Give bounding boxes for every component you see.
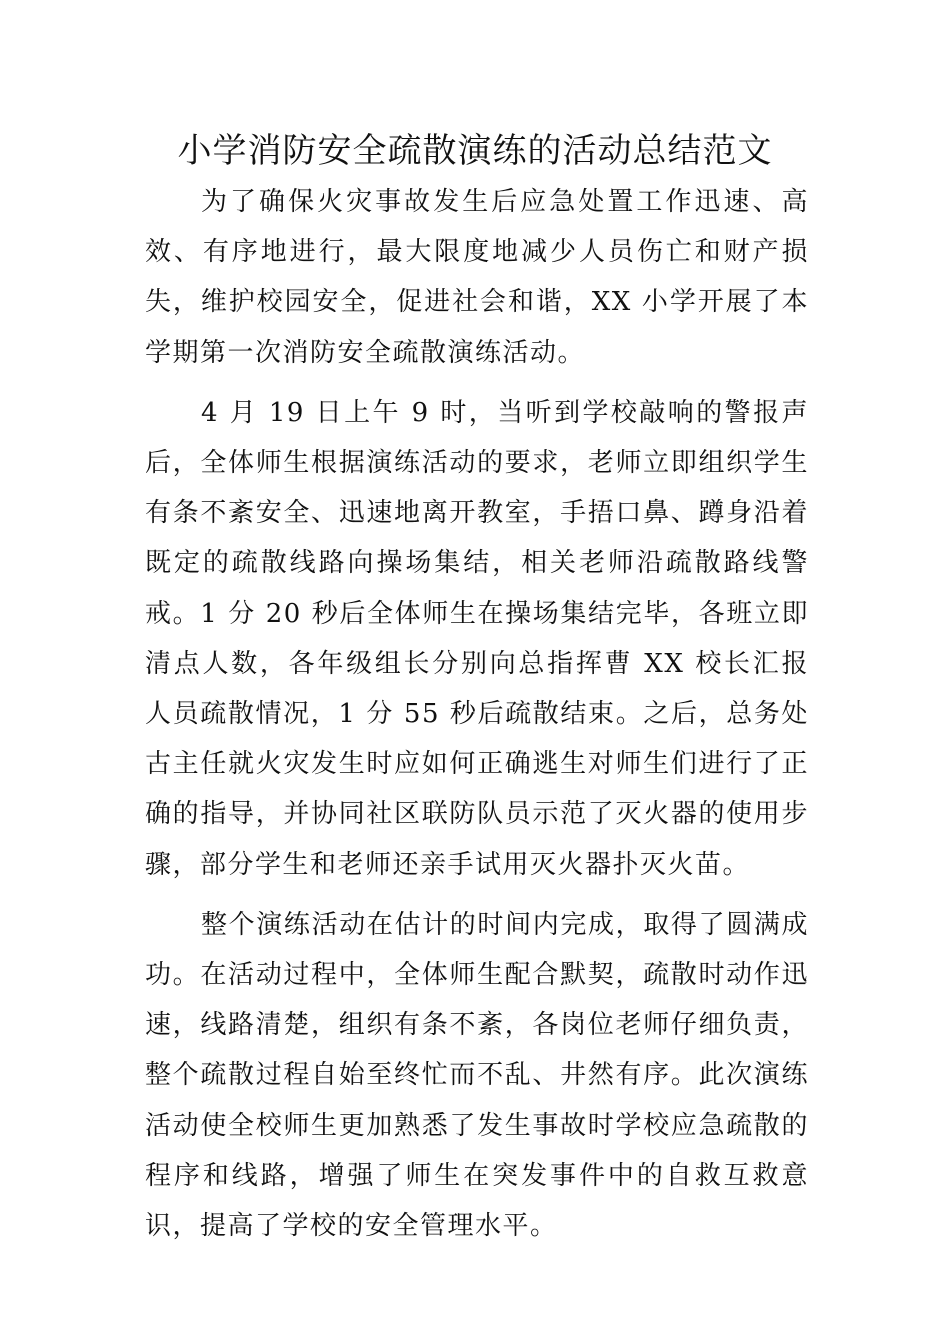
paragraph-1: 为了确保火灾事故发生后应急处置工作迅速、高效、有序地进行，最大限度地减少人员伤亡和财产损失，维护校园安全，促进社会和谐，XX 小学开展了本学期第一次消防安全疏散演练活动。 <box>145 187 809 368</box>
paragraph-spacer <box>145 890 809 900</box>
paragraph-spacer <box>145 378 809 388</box>
document-title: 小学消防安全疏散演练的活动总结范文 <box>177 131 773 171</box>
document-body <box>145 177 809 1251</box>
paragraph-2: 4 月 19 日上午 9 时，当听到学校敲响的警报声后，全体师生根据演练活动的要求，老师立即组织学生有条不紊安全、迅速地离开教室，手捂口鼻、蹲身沿着既定的疏散线路向操场集结，相关老师沿疏散路线警戒。1 分 20 秒后全体师生在操场集结完毕，各班立即清点人数，各年级组长分别向总指挥曹 XX 校长汇报人员疏散情况，1 分 55 秒后疏散结束。之后，总务处古主任就火灾发生时应如何正确逃生对师生们进行了正确的指导，并协同社区联防队员示范了灭火器的使用步骤，部分学生和老师还亲手试用灭火器扑灭火苗。 <box>145 397 809 880</box>
paragraph-3: 整个演练活动在估计的时间内完成，取得了圆满成功。在活动过程中，全体师生配合默契，疏散时动作迅速，线路清楚，组织有条不紊，各岗位老师仔细负责，整个疏散过程自始至终忙而不乱、井然有序。此次演练活动使全校师生更加熟悉了发生事故时学校应急疏散的程序和线路，增强了师生在突发事件中的自救互救意识，提高了学校的安全管理水平。 <box>145 909 809 1242</box>
